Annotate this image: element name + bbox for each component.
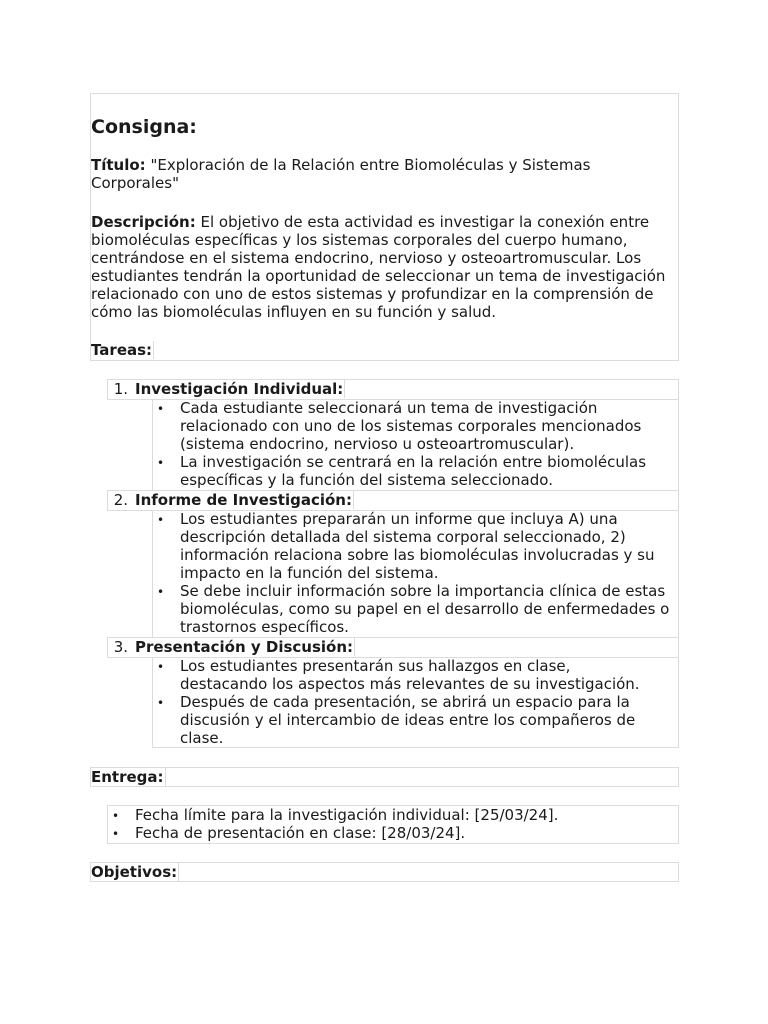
entrega-heading xyxy=(91,768,166,786)
task-1-bullet-1-dot: • xyxy=(157,402,165,416)
task-2-bullet-2-dot: • xyxy=(157,585,165,599)
titulo-label: Título: xyxy=(91,156,146,174)
task-3-bullet-1-dot: • xyxy=(157,660,165,674)
task-2-bullet-1: Los estudiantes prepararán un informe que incluya A) una descripción detallada del sistema corporal seleccionado, 2) información relaciona sobre las biomoléculas involucradas y su impacto en la función del sistema. xyxy=(180,510,655,582)
task-2-number: 2. xyxy=(113,491,128,509)
task-3-title-text: Presentación y Discusión: xyxy=(135,638,354,656)
entrega-bullet-1-dot: • xyxy=(112,809,120,823)
entrega-label: Entrega: xyxy=(91,768,164,786)
task-1-bullet-1: Cada estudiante seleccionará un tema de investigación relacionado con uno de los sistemas corporales mencionados (sistema endocrino, nervioso u osteoartromuscular). xyxy=(180,399,642,453)
task-2-bullet-2: Se debe incluir información sobre la importancia clínica de estas biomoléculas, como su papel en el desarrollo de enfermedades o trastornos específicos. xyxy=(180,582,670,636)
task-3-bullet-2: Después de cada presentación, se abrirá un espacio para la discusión y el intercambio de ideas entre los compañeros de clase. xyxy=(180,693,636,747)
descripcion-paragraph xyxy=(91,213,677,321)
task-1-bullet-2-dot: • xyxy=(157,456,165,470)
task-3-bullet-2-dot: • xyxy=(157,696,165,710)
entrega-item-1: Fecha límite para la investigación individual: [25/03/24]. xyxy=(135,806,559,824)
task-3-number: 3. xyxy=(113,638,128,656)
descripcion-label: Descripción: xyxy=(91,213,196,231)
entrega-heading-box xyxy=(90,767,679,787)
task-2-bullet-1-dot: • xyxy=(157,513,165,527)
task-1-bullet-2: La investigación se centrará en la relación entre biomoléculas específicas y la función del sistema seleccionado. xyxy=(180,453,647,489)
task-1-number: 1. xyxy=(113,380,128,398)
tareas-label: Tareas: xyxy=(91,341,153,359)
task-2-title-text: Informe de Investigación: xyxy=(135,491,352,509)
descripcion-text: El objetivo de esta actividad es investigar la conexión entre biomoléculas específicas y los sistemas corporales del cuerpo humano, centrándose en el sistema endocrino, nervioso y osteoartromuscular. Los estudiantes tendrán la oportunidad de seleccionar un tema de investigación relacionado con uno de estos sistemas y profundizar en la comprensión de cómo las biomoléculas influyen en su función y salud. xyxy=(91,213,666,321)
task-3-bullet-1: Los estudiantes presentarán sus hallazgos en clase, destacando los aspectos más relevantes de su investigación. xyxy=(180,657,640,693)
entrega-bullet-2-dot: • xyxy=(112,827,120,841)
task-2-title xyxy=(135,491,354,509)
task-1-title xyxy=(135,380,345,398)
objetivos-heading xyxy=(91,863,179,881)
titulo-paragraph xyxy=(91,156,677,192)
page-heading: Consigna: xyxy=(91,116,197,138)
task-1-title-text: Investigación Individual: xyxy=(135,380,344,398)
task-3-title xyxy=(135,638,355,656)
objetivos-label: Objetivos: xyxy=(91,863,178,881)
tareas-heading xyxy=(91,341,154,359)
entrega-item-2: Fecha de presentación en clase: [28/03/24]. xyxy=(135,824,466,842)
titulo-text: "Exploración de la Relación entre Biomoléculas y Sistemas Corporales" xyxy=(91,156,591,192)
